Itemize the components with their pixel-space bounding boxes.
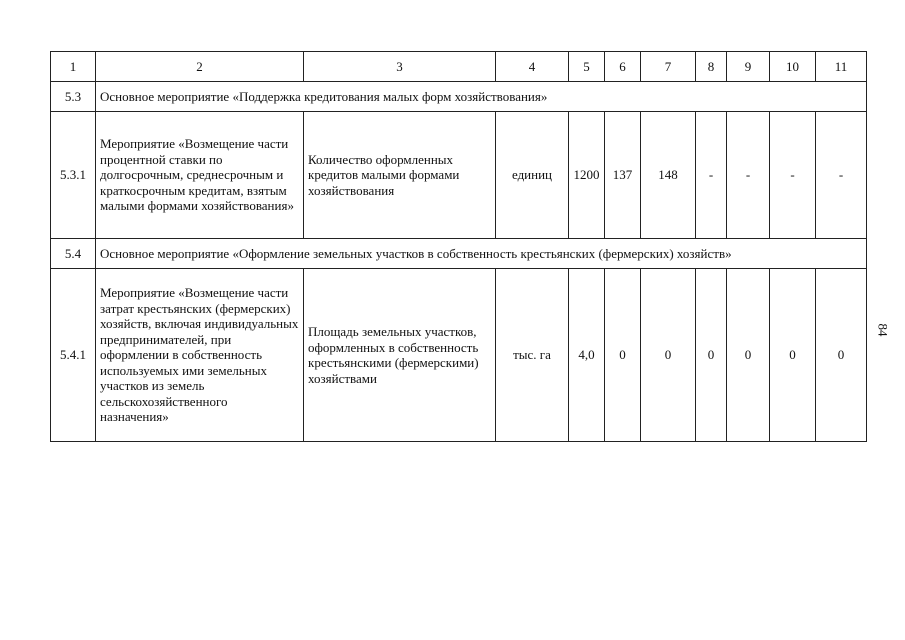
header-cell: 7 [641,52,696,82]
value-cell: 0 [727,269,770,442]
section-title: Основное мероприятие «Поддержка кредитования малых форм хозяйствования» [96,82,867,112]
row-number: 5.3.1 [51,112,96,239]
value-cell: - [770,112,816,239]
page-number: 84 [875,323,891,337]
section-number: 5.3 [51,82,96,112]
header-row [51,52,867,82]
header-cell: 1 [51,52,96,82]
value-cell: 0 [641,269,696,442]
value-cell: - [816,112,867,239]
header-cell: 5 [569,52,605,82]
measure-cell: Мероприятие «Возмещение части затрат крестьянских (фермерских) хозяйств, включая индивидуальных предпринимателей, при оформлении в собственность используемых ими земельных участков из земель сельскохозяйственного назначения» [96,269,304,442]
header-cell: 4 [496,52,569,82]
value-cell: 0 [816,269,867,442]
section-number: 5.4 [51,239,96,269]
table-row [51,269,867,442]
header-cell: 8 [696,52,727,82]
value-cell: 4,0 [569,269,605,442]
value-cell: 1200 [569,112,605,239]
value-cell: 0 [770,269,816,442]
row-number: 5.4.1 [51,269,96,442]
value-cell: - [696,112,727,239]
header-cell: 9 [727,52,770,82]
unit-cell: тыс. га [496,269,569,442]
header-cell: 10 [770,52,816,82]
measure-cell: Мероприятие «Возмещение части процентной ставки по долгосрочным, среднесрочным и краткосрочным кредитам, взятым малыми формами хозяйствования» [96,112,304,239]
value-cell: 0 [696,269,727,442]
value-cell: - [727,112,770,239]
unit-cell: единиц [496,112,569,239]
table-row [51,112,867,239]
header-cell: 6 [605,52,641,82]
value-cell: 0 [605,269,641,442]
section-row [51,239,867,269]
section-row [51,82,867,112]
indicators-table [50,51,867,442]
section-title: Основное мероприятие «Оформление земельных участков в собственность крестьянских (фермерских) хозяйств» [96,239,867,269]
value-cell: 137 [605,112,641,239]
indicator-cell: Количество оформленных кредитов малыми формами хозяйствования [304,112,496,239]
value-cell: 148 [641,112,696,239]
header-cell: 3 [304,52,496,82]
header-cell: 11 [816,52,867,82]
indicator-cell: Площадь земельных участков, оформленных в собственность крестьянскими (фермерскими) хозяйствами [304,269,496,442]
header-cell: 2 [96,52,304,82]
